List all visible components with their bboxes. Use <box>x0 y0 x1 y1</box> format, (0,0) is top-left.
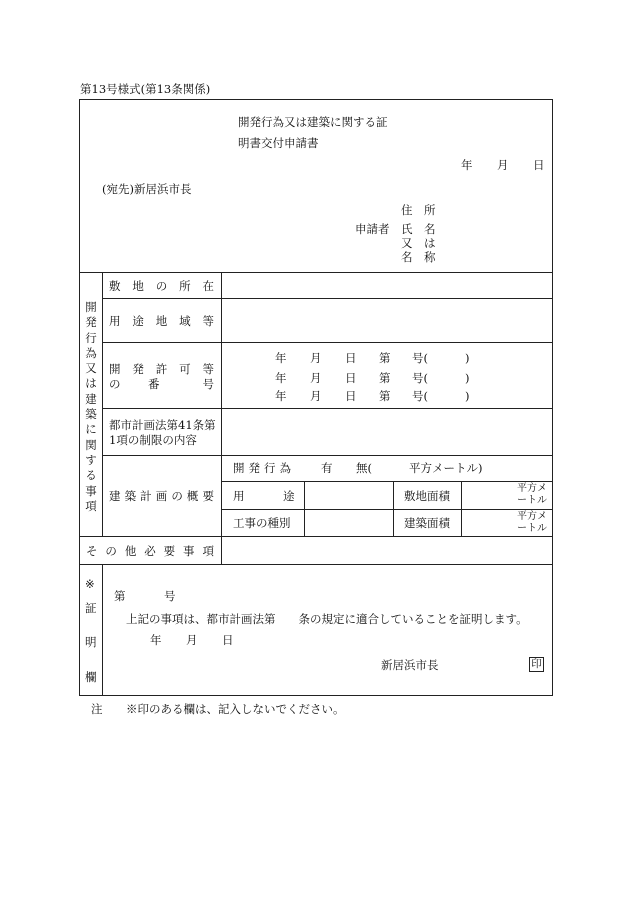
rule-after-plan <box>79 536 553 537</box>
cert-year: 年 <box>150 633 162 647</box>
label-use-district: 用 途 地 域 等 <box>109 314 214 328</box>
dev-sqm: 平方メートル) <box>409 461 483 475</box>
frame-top <box>79 99 553 100</box>
label-permit-number: 番 号 <box>148 377 214 391</box>
cert-day: 日 <box>222 633 234 647</box>
label-building-area: 建築面積 <box>404 516 450 530</box>
rule-plan-2 <box>221 509 553 510</box>
applicant-title-label: 名 称 <box>401 250 436 264</box>
rule-plan-col-c <box>461 481 462 537</box>
rule-after-site <box>102 298 553 299</box>
rule-after-other <box>79 564 553 565</box>
cert-side-3: 欄 <box>85 670 97 684</box>
label-permit-1: 開 発 許 可 等 <box>109 362 214 376</box>
applicant-or-label: 又 は <box>401 236 436 250</box>
note-text: ※印のある欄は、記入しないでください。 <box>126 702 345 716</box>
label-work-type: 工事の種別 <box>233 516 291 530</box>
label-permit-no: の <box>109 377 121 391</box>
cert-mayor: 新居浜市長 <box>381 658 439 672</box>
cert-dai: 第 <box>114 589 126 603</box>
applicant-address-label: 住 所 <box>401 203 436 217</box>
rule-side-column <box>102 272 103 537</box>
frame-bottom <box>79 695 553 696</box>
form-number: 第13号様式(第13条関係) <box>80 82 211 96</box>
cert-side-2: 明 <box>85 635 97 649</box>
label-site-location: 敷 地 の 所 在 <box>109 279 214 293</box>
cert-statement: 上記の事項は、都市計画法第 条の規定に適合していることを証明します。 <box>126 612 528 626</box>
rule-label-column <box>221 272 222 565</box>
label-restriction-1: 都市計画法第41条第 <box>109 418 216 432</box>
applicant-name-label: 氏 名 <box>401 222 436 236</box>
label-use: 用 <box>233 489 245 503</box>
date-year-label: 年 <box>461 158 473 172</box>
date-month-label: 月 <box>497 158 509 172</box>
date-day-label: 日 <box>533 158 545 172</box>
label-other-matters: そ の 他 必 要 事 項 <box>86 544 214 558</box>
note-label: 注 <box>91 702 103 716</box>
cert-go: 号 <box>164 589 176 603</box>
cert-side-asterisk: ※ <box>85 577 95 591</box>
dev-no: 無( <box>356 461 372 475</box>
frame-right <box>552 99 553 696</box>
addressee: (宛先)新居浜市長 <box>102 182 192 196</box>
rule-plan-col-a <box>304 481 305 537</box>
cert-side-1: 証 <box>85 601 97 615</box>
side-label-matters: 開発行為又は建築に関する事項 <box>85 300 97 513</box>
form-title-line1: 開発行為又は建築に関する証 <box>238 115 388 129</box>
form-title-line2: 明書交付申請書 <box>238 136 319 150</box>
rule-cert-column <box>102 564 103 696</box>
rule-plan-col-b <box>393 481 394 537</box>
applicant-label: 申請者 <box>355 222 390 236</box>
rule-after-permit <box>102 408 553 409</box>
label-building-plan: 建 築 計 画 の 概 要 <box>109 489 214 503</box>
label-use-2: 途 <box>283 489 295 503</box>
label-dev-act: 開 発 行 為 <box>233 461 291 475</box>
unit-building-area: 平方メ ートル <box>517 511 547 534</box>
label-restriction-2: 1項の制限の内容 <box>109 433 197 447</box>
unit-site-area: 平方メ ートル <box>517 483 547 506</box>
rule-after-restriction <box>102 455 553 456</box>
seal-icon: 印 <box>529 657 544 672</box>
rule-plan-1 <box>221 481 553 482</box>
rule-table-top <box>79 272 553 273</box>
frame-left <box>79 99 80 696</box>
cert-month: 月 <box>186 633 198 647</box>
label-site-area: 敷地面積 <box>404 489 450 503</box>
rule-after-use-district <box>102 342 553 343</box>
dev-yes: 有 <box>321 461 333 475</box>
